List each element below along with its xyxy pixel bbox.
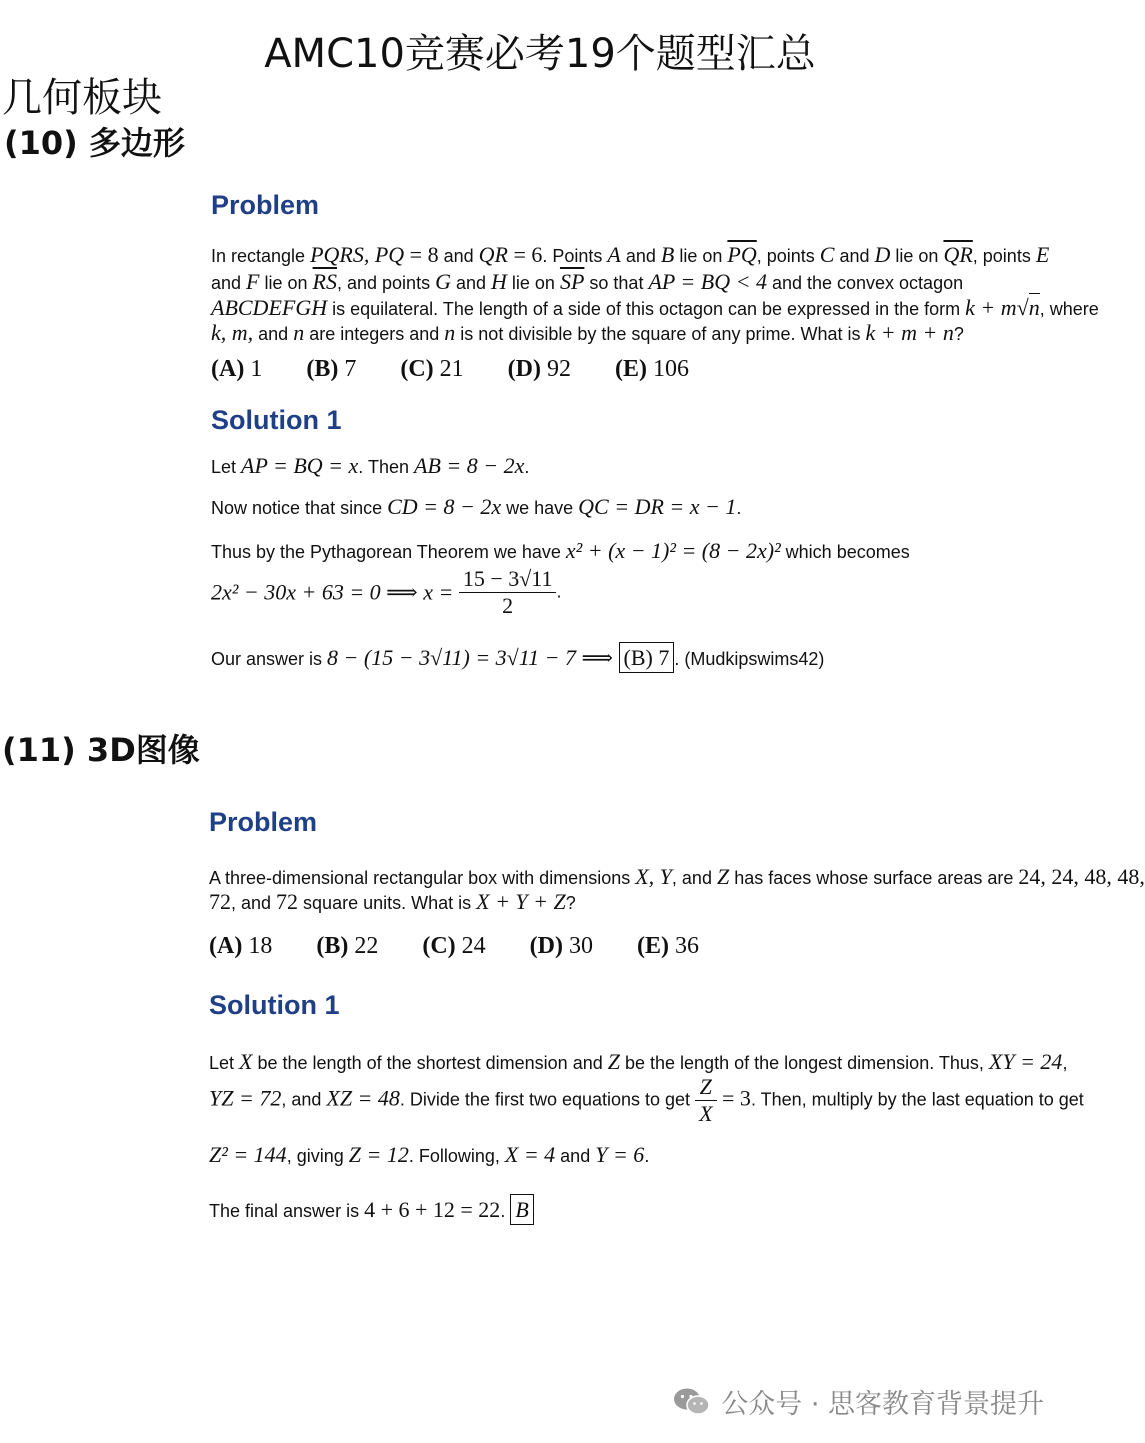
topic-10-label: (10) 多边形 [4,124,185,162]
topic-11-label: (11) 3D图像 [2,731,200,769]
choice-b: (B) 7 [306,356,357,382]
solution-1-heading: Solution 1 [211,405,342,435]
choice-e: (E) 106 [614,356,689,382]
choice-c: (C) 24 [422,933,486,959]
problem-2-heading: Problem [209,807,318,837]
problem-1-line-2: and F lie on $\overline{RS}$, and points G and H lie on $\overline{SP}$ so that AP = BQ < 4 and the convex octagon [211,269,964,294]
solution-2-heading: Solution 1 [209,990,340,1020]
choice-b: (B) 22 [316,933,379,959]
fraction: $\frac{15 - 3√11}{2}$ [459,566,557,619]
choice-d: (D) 30 [529,933,593,959]
solution-2-line-3: Z² = 144, giving Z = 12. Following, X = 4 and Y = 6. [209,1142,650,1167]
answer-box: (B) 7 [619,642,675,673]
solution-2-line-1: Let X be the length of the shortest dimension and Z be the length of the longest dimension. Thus, XY = 24, [209,1049,1068,1074]
section-label: 几何板块 [2,75,162,121]
problem-1-line-1: In rectangle PQRS, PQ = 8 and QR = 6. Points A and B lie on $\overline{PQ}$, points C and D lie on $\overline{QR}$, points E [211,242,1050,267]
answer-box: B [510,1194,533,1225]
choice-a: (A) 18 [209,933,273,959]
problem-2-line-1: A three-dimensional rectangular box with dimensions X, Y, and Z has faces whose surface areas are 24, 24, 48, 48, [209,864,1145,889]
solution-1-line-3: Thus by the Pythagorean Theorem we have x² + (x − 1)² = (8 − 2x)² which becomes [211,538,910,563]
solution-2-line-4: The final answer is 4 + 6 + 12 = 22. B [209,1197,534,1224]
problem-1-heading: Problem [211,190,320,220]
footer-watermark [673,1382,1044,1421]
wechat-icon [673,1387,711,1417]
page-title: AMC10竞赛必考19个题型汇总 [264,31,816,77]
problem-2-choices [209,933,743,960]
problem-1-line-4: k, m, and n are integers and n is not divisible by the square of any prime. What is k + m + n? [211,320,964,345]
solution-2-line-2: YZ = 72, and XZ = 48. Divide the first two equations to get $\frac{Z}{X}$ = 3. Then, multiply by the last equation to get [209,1074,1084,1126]
footer-text: 公众号 · 思客教育背景提升 [721,1389,1044,1420]
problem-1-choices [211,356,733,383]
solution-1-line-1: Let AP = BQ = x. Then AB = 8 − 2x. [211,453,530,478]
solution-1-line-4: 2x² − 30x + 63 = 0 ⟹ x = $\frac{15 - 3√11}{2}$ . [211,566,562,618]
fraction: $\frac{Z}{X}$ [695,1074,716,1127]
choice-d: (D) 92 [507,356,571,382]
problem-2-line-2: 72, and 72 square units. What is X + Y + Z? [209,889,576,914]
choice-e: (E) 36 [636,933,699,959]
solution-1-line-5: Our answer is 8 − (15 − 3√11) = 3√11 − 7 ⟹ (B) 7 . (Mudkipswims42) [211,645,824,672]
choice-a: (A) 1 [211,356,263,382]
problem-1-line-3: ABCDEFGH is equilateral. The length of a side of this octagon can be expressed in the form k + m√n, where [211,295,1099,320]
solution-1-line-2: Now notice that since CD = 8 − 2x we have QC = DR = x − 1. [211,494,742,519]
choice-c: (C) 21 [400,356,464,382]
